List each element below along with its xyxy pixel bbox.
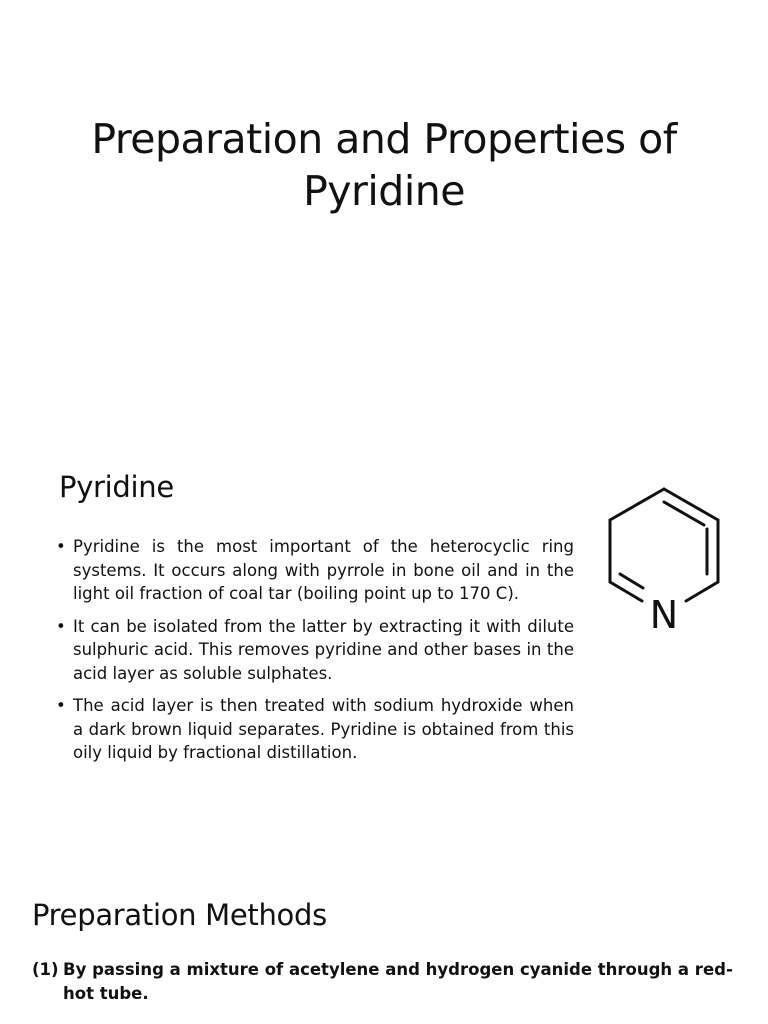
section-heading-preparation: Preparation Methods bbox=[32, 898, 327, 932]
nitrogen-label: N bbox=[649, 593, 679, 637]
bullet-item bbox=[56, 694, 574, 765]
bullet-text: Pyridine is the most important of the heterocyclic ring systems. It occurs along with pyrrole in bone oil and in the light oil fraction of coal tar (boiling point up to 170 C). bbox=[73, 537, 574, 603]
bullet-item bbox=[56, 535, 574, 606]
bullet-dot: • bbox=[56, 696, 66, 715]
ring-bond bbox=[610, 489, 664, 520]
pyridine-bullet-list bbox=[56, 535, 574, 774]
double-bond bbox=[620, 574, 643, 588]
bullet-text: It can be isolated from the latter by extracting it with dilute sulphuric acid. This removes pyridine and other bases in the acid layer as soluble sulphates. bbox=[73, 616, 574, 683]
pyridine-structure-diagram bbox=[598, 484, 728, 640]
method-item bbox=[32, 958, 742, 1006]
bullet-dot: • bbox=[56, 537, 66, 556]
ring-bond bbox=[686, 582, 718, 601]
method-text: By passing a mixture of acetylene and hydrogen cyanide through a red-hot tube. bbox=[63, 960, 733, 1003]
slide-title: Preparation and Properties of Pyridine bbox=[91, 115, 677, 215]
section-heading-pyridine: Pyridine bbox=[59, 470, 174, 504]
bullet-text: The acid layer is then treated with sodium hydroxide when a dark brown liquid separates. Pyridine is obtained from this oily liquid by fractional distillation. bbox=[73, 696, 574, 762]
bullet-item bbox=[56, 615, 574, 686]
double-bond bbox=[664, 502, 704, 525]
method-number: (1) bbox=[32, 960, 59, 979]
bullet-dot: • bbox=[56, 616, 66, 636]
ring-bond bbox=[664, 489, 718, 520]
